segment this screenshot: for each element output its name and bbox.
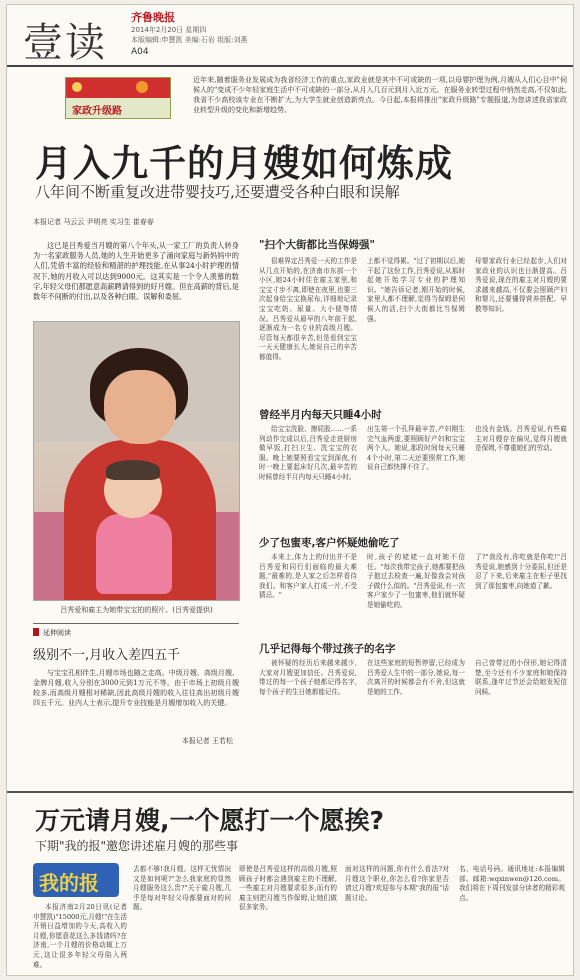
- extended-reading-text: 与宝宝孔相伴生,月嫂市场也随之走高。中级月嫂、高级月嫂、金牌月嫂,收入分别在3000元到1万元不等。由于市场上初级月嫂较多,而高级月嫂相对稀缺,因此高级月嫂的收入往往高出初级月嫂四五千元。业内人士表示,提升专业技能是月嫂增加收入的关键。: [33, 669, 239, 707]
- extended-reading-title: 级别不一,月收入差四五千: [33, 648, 181, 663]
- my-paper-logo: [33, 863, 119, 897]
- editors-line: 本版编辑:申慧凯 美编:石岩 组版:刘燕: [131, 36, 248, 44]
- bottom-subheadline: 下期"我的报"邀您讲述雇月嫂的那些事: [35, 839, 239, 853]
- body-column-1b: 给宝宝洗脸、擦屁股……一系列动作完成以后,吕秀爱走进厨房做早饭,打扫卫生、洗宝宝的衣服。晚上她要照看宝宝到深夜,有时一晚上要起床好几次,最辛苦的时候曾经半月内每天只睡4小时。: [259, 425, 357, 481]
- bottom-column-3: 面对这样的问题,你有什么看法?对月嫂这个职业,你怎么看?你家是否请过月嫂?欢迎参与本期"我的报"话题讨论。: [345, 865, 449, 902]
- divider: [7, 791, 574, 793]
- extended-reading-author: 本报记者 王若松: [181, 737, 233, 745]
- extended-reading: [33, 623, 239, 753]
- body-column-3d: 自己曾带过的小伢形,她记得清楚,至今还有不少家庭和她保持联系,逢年过节还会给她发短信问候。: [475, 659, 567, 696]
- body-column-2c: 时,孩子的姥姥一直对她不信任。"每次我带完孩子,她都要把孩子抱过去检查一遍,好像我会对孩子做什么似的。"吕秀爱说,有一次客户家少了一包蜜枣,他们就怀疑是她偷吃的。: [367, 553, 465, 609]
- body-column-2a: 上都不觉得累。"过了初期以后,她干起了这份工作,吕秀爱说,从那时起她开始学习专业的护理知识。"她告诉记者,刚开始的时候,家里人都不理解,觉得当保姆是伺候人的活,扫个大街都比当保姆强。: [367, 257, 465, 323]
- subheading-1: "扫个大街都比当保姆强": [259, 239, 375, 251]
- publication-date: 2014年2月20日 星期四: [131, 26, 207, 34]
- flower-icon: [136, 81, 148, 93]
- subheading-3: 少了包蜜枣,客户怀疑她偷吃了: [259, 537, 400, 549]
- masthead: [7, 5, 574, 67]
- section-name: 壹读: [23, 20, 107, 66]
- column-name: 家政升级路: [72, 106, 122, 117]
- body-column-1d: 被怀疑的经历后来越来越少,大家对月嫂更加信任。吕秀爱说,带过的每一个孩子她都记得名字,每个孩子的生日她都能记住。: [259, 659, 357, 696]
- main-subheadline: 八年间不断重复改进带婴技巧,还要遭受各种白眼和误解: [35, 183, 400, 201]
- subheading-2: 曾经半月内每天只睡4小时: [259, 409, 382, 421]
- bottom-column-2: 即使是吕秀爱这样的高级月嫂,照顾孩子时都会遇到雇主的不理解,一些雇主对月嫂要求很多,而有的雇主则把月嫂当作保姆,让她们做很多家务。: [239, 865, 337, 912]
- column-logo: [65, 77, 171, 119]
- photo-woman-face: [104, 370, 176, 444]
- photo-baby-hair: [106, 460, 160, 480]
- lead-paragraph: 这已是吕秀爱当月嫂的第八个年头,从一家工厂的负责人转身为一名家政服务人员,她的人生开始更多了涌向家庭与新妈妈中的人们,凭借丰富的经验和精湛的护理技能,在从事24小时护理的情况下,她的月收入可以达到9000元。这其实是一个令人羡慕的数字,年轻父母们都愿意高薪聘请得到的好月嫂。但在高薪的背后,是数年不间断的付出,以及各种白眼、误解和委屈。: [33, 241, 239, 302]
- flower-icon: [72, 82, 82, 92]
- byline: 本报记者 马云云 尹明亮 实习生 崔春春: [33, 218, 154, 226]
- body-column-3c: 了?"我没有,你吃就是你吃!"吕秀爱说,她感到十分委屈,但还是忍了下来,后来雇主在柜子里找到了那包蜜枣,向她道了歉。: [475, 553, 567, 590]
- body-column-3b: 也没有金钱。吕秀爱说,有些雇主对月嫂存在偏见,觉得月嫂就是保姆,不尊重她们的劳动。: [475, 425, 567, 453]
- column-intro: 近年来,随着服务业发展成为我省经济工作的重点,家政业就是其中不可或缺的一项,以母婴护理为例,月嫂从人们心目中"伺候人的"变成不少年轻家庭生活中不可或缺的一部分,从月入几百元到月入近万元。在服务业转型过程中悄然走高,不仅如此,我省不少高校该专业在不断扩大,为大学生就业创造新亮点。今日起,本报将推出"家政升级路"专题报道,为您讲述我省家政业转型升级的变化和新增趋势。: [193, 76, 567, 114]
- main-headline: 月入九千的月嫂如何炼成: [35, 142, 453, 185]
- subheading-4: 几乎记得每个带过孩子的名字: [259, 643, 396, 655]
- photo-caption: 吕秀爱和雇主为她带宝宝拍的照片。(吕秀爱提供): [60, 606, 213, 614]
- body-column-1a: 很难界定吕秀爱一天的工作是从几点开始的,在济南市东部一个小区,她24小时住在雇主家里,和宝宝寸步不离,即使在夜里,也要三次起身给宝宝换尿布,详细地记录宝宝吃奶、尿量、大小便等情况。吕秀爱从最早的八年前干起,逐渐成为一名专业的高级月嫂。尽管每天都很辛苦,但是看到宝宝一天天健康长大,她说自己的辛苦都值得。: [259, 257, 357, 361]
- bottom-column-1: 去都不够!我月嫂。这样无忧情况又是如何呢?"怎么我家庭的显然月嫂服务这么贵?"关于雇月嫂,几乎是每对年轻父母都要面对的问题。: [133, 865, 231, 912]
- my-paper-logo-text: 我的报: [39, 871, 99, 895]
- body-column-3a: 母婴家政行业已经起步,人们对家政业的认识也日渐提高。吕秀爱说,现在的雇主对月嫂的要求越来越高,不仅要会照顾产妇和婴儿,还要懂得营养搭配、早教等知识。: [475, 257, 567, 313]
- paper-name: 齐鲁晚报: [131, 11, 175, 24]
- bottom-headline: 万元请月嫂,一个愿打一个愿挨?: [35, 806, 385, 835]
- bottom-column-4: 名、电话号码。通讯地址:本报编辑部。邮箱:wqxinwen@126.com。我们将在下周刊发部分读者的精彩观点。: [459, 865, 565, 902]
- photo-baby-body: [96, 514, 172, 594]
- bottom-column-0: 本报济南2月20日讯(记者 申慧凯)"15000元,月嫂!"在生活开销日益增加的今天,高收入的月嫂,你愿意花这么多钱请吗?在济南,一个月嫂的价格动辄上万元,这让很多年轻父母陷入两难。: [33, 903, 127, 969]
- body-column-2b: 出生第一个孔拜最辛苦,产妇刚生完气血两虚,要照顾好产妇和宝宝两个人。她说,那段时间每天只睡4个小时,第二天还要照常工作,她说自己都快撑不住了。: [367, 425, 465, 472]
- body-column-1c: 本来上,体力上的付出并不是吕秀爱和同行们面临的最大难题,"最难的,是人家之后怎样看待我们。和客户家人打成一片,不受猜忌。": [259, 553, 357, 600]
- body-column-2d: 在这些家庭的短暂停留,已经成为吕秀爱人生中的一部分,她说,每一次离开的时候都会有不舍,但这就是她的工作。: [367, 659, 465, 696]
- extended-reading-label: 延伸阅读: [43, 629, 71, 637]
- news-photo: [33, 321, 240, 601]
- page-number: A04: [131, 47, 149, 57]
- newspaper-page: [6, 4, 574, 976]
